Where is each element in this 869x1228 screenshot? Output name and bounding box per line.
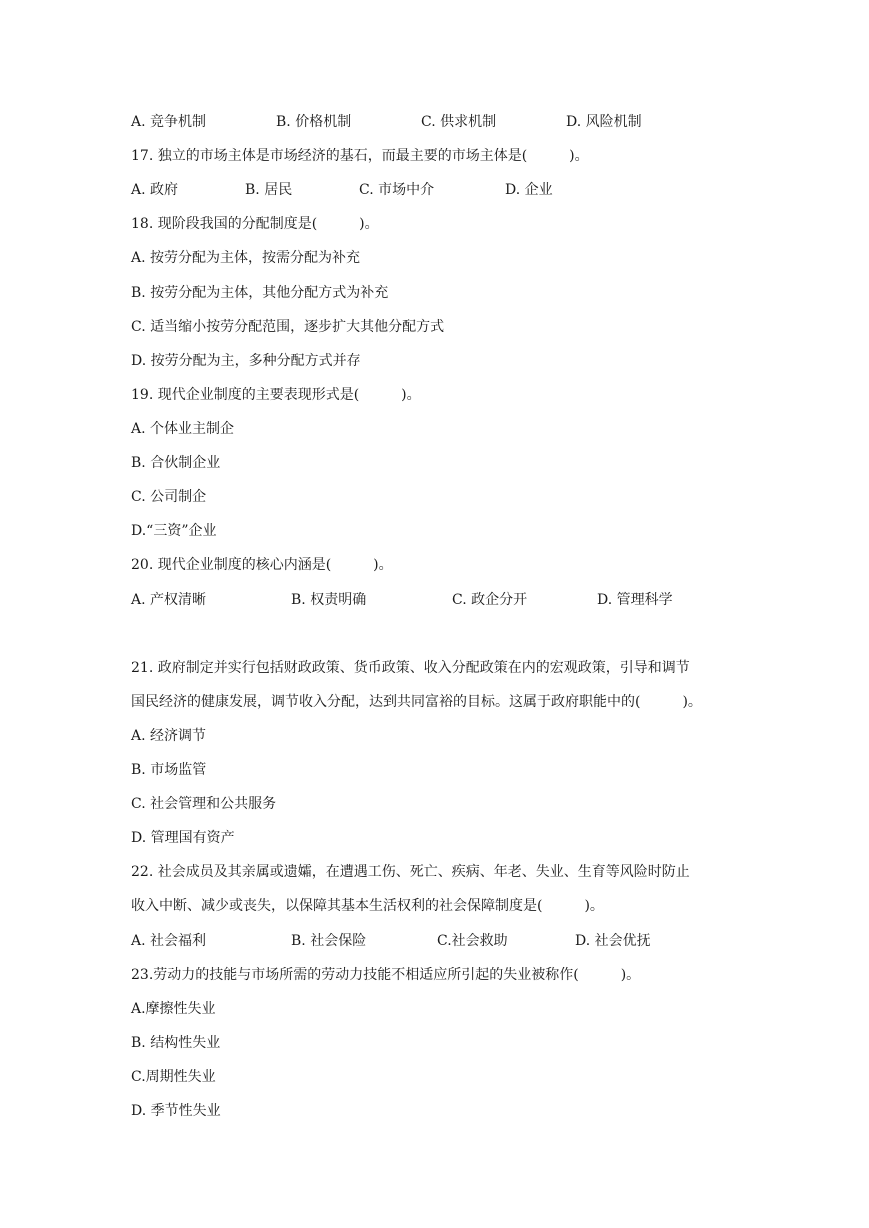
q19-option-c: C. 公司制企 <box>131 489 207 505</box>
q17-question: 17. 独立的市场主体是市场经济的基石，而最主要的市场主体是( )。 <box>131 148 589 164</box>
q23-option-d: D. 季节性失业 <box>131 1103 221 1119</box>
q19-question: 19. 现代企业制度的主要表现形式是( )。 <box>131 387 421 403</box>
q19-option-d: D.“三资”企业 <box>131 523 217 539</box>
q18-option-c: C. 适当缩小按劳分配范围，逐步扩大其他分配方式 <box>131 319 445 335</box>
q22-option-b: B. 社会保险 <box>291 933 367 949</box>
q20-option-a: A. 产权清晰 <box>131 592 207 608</box>
q20-question: 20. 现代企业制度的核心内涵是( )。 <box>131 557 393 573</box>
q21-question-line1: 21. 政府制定并实行包括财政政策、货币政策、收入分配政策在内的宏观政策，引导和调节 <box>131 660 690 676</box>
q23-option-c: C.周期性失业 <box>131 1069 216 1085</box>
q16-option-c: C. 供求机制 <box>421 114 497 130</box>
q19-option-a: A. 个体业主制企 <box>131 421 235 437</box>
q16-option-d: D. 风险机制 <box>566 114 642 130</box>
q17-option-b: B. 居民 <box>245 182 293 198</box>
q23-option-a: A.摩擦性失业 <box>131 1001 216 1017</box>
q17-options <box>131 181 831 199</box>
q22-question-line2: 收入中断、减少或丧失，以保障其基本生活权利的社会保障制度是( )。 <box>131 898 604 914</box>
q19-option-b: B. 合伙制企业 <box>131 455 221 471</box>
q20-option-b: B. 权责明确 <box>291 592 367 608</box>
q17-option-a: A. 政府 <box>131 182 179 198</box>
q16-option-a: A. 竞争机制 <box>131 114 207 130</box>
q23-question: 23.劳动力的技能与市场所需的劳动力技能不相适应所引起的失业被称作( )。 <box>131 967 641 983</box>
q18-option-a: A. 按劳分配为主体，按需分配为补充 <box>131 250 361 266</box>
q20-option-c: C. 政企分开 <box>452 592 528 608</box>
q21-question-line2: 国民经济的健康发展，调节收入分配，达到共同富裕的目标。这属于政府职能中的( )。 <box>131 694 702 710</box>
q23-option-b: B. 结构性失业 <box>131 1035 221 1051</box>
q21-option-c: C. 社会管理和公共服务 <box>131 796 277 812</box>
q22-option-d: D. 社会优抚 <box>575 933 651 949</box>
q21-option-a: A. 经济调节 <box>131 728 207 744</box>
q22-question-line1: 22. 社会成员及其亲属或遗孀，在遭遇工伤、死亡、疾病、年老、失业、生育等风险时防止 <box>131 864 690 880</box>
q20-options <box>131 591 831 609</box>
q20-option-d: D. 管理科学 <box>597 592 673 608</box>
q21-option-b: B. 市场监管 <box>131 762 207 778</box>
q22-option-c: C.社会救助 <box>437 933 508 949</box>
q22-options <box>131 932 831 950</box>
q17-option-c: C. 市场中介 <box>359 182 435 198</box>
q17-option-d: D. 企业 <box>505 182 553 198</box>
q16-options <box>131 113 831 131</box>
q21-option-d: D. 管理国有资产 <box>131 830 235 846</box>
q18-question: 18. 现阶段我国的分配制度是( )。 <box>131 216 379 232</box>
q22-option-a: A. 社会福利 <box>131 933 207 949</box>
q18-option-b: B. 按劳分配为主体，其他分配方式为补充 <box>131 285 389 301</box>
q18-option-d: D. 按劳分配为主，多种分配方式并存 <box>131 353 361 369</box>
q16-option-b: B. 价格机制 <box>276 114 352 130</box>
